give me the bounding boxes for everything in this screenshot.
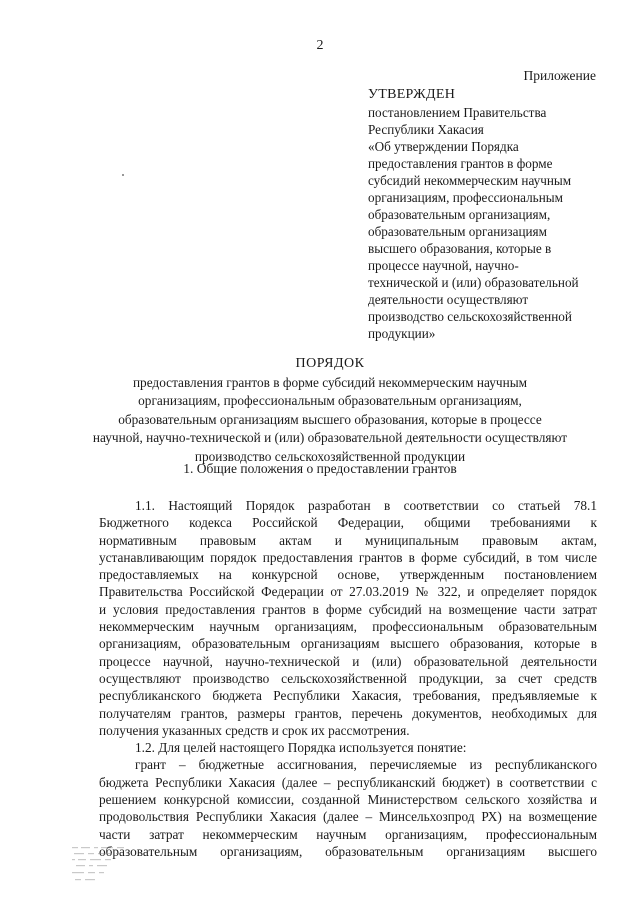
approval-line: производство сельскохозяйственной <box>368 309 572 324</box>
document-subtitle-line: организациям, профессиональным образовательным организациям, <box>138 393 522 408</box>
paragraph-line: 1.1. Настоящий Порядок разработан в соответствии со статьей 78.1 <box>135 498 597 513</box>
paragraph-line: решением конкурсной комиссии, созданной Министерством сельского хозяйства и <box>99 792 597 808</box>
approval-line: высшего образования, которые в <box>368 241 552 256</box>
approval-line: субсидий некоммерческим научным <box>368 173 572 188</box>
paragraph-line: и условия предоставления грантов в форме субсидий на возмещение части затрат <box>99 601 597 617</box>
approval-line: технической и (или) образовательной <box>368 275 579 290</box>
paragraph-line: 1.2. Для целей настоящего Порядка используется понятие: <box>135 740 467 756</box>
document-subtitle-line: производство сельскохозяйственной продукции <box>194 448 466 464</box>
paragraph-line: Правительства Российской Федерации от 27.03.2019 № 322, и определяет порядок <box>99 584 597 600</box>
paragraph-line: нормативным правовым актам и муниципальным правовым актам, <box>99 532 597 548</box>
paragraph-line: образовательным организациям, образовательным организациям высшего <box>99 843 597 859</box>
approval-block <box>368 86 608 342</box>
paragraph-line: процессе научной, научно-технической и (или) образовательной деятельности <box>99 653 597 669</box>
approval-line: Республики Хакасия <box>368 122 484 137</box>
paragraph-line: грант – бюджетные ассигнования, перечисляемые из республиканского <box>135 757 597 773</box>
paragraph-line: некоммерческим научным организациям, профессиональным образовательным <box>99 619 597 635</box>
paragraph-line: осуществляют производство сельскохозяйственной продукции, за счет средств <box>99 670 597 686</box>
paragraph-line: республиканского бюджета Республики Хакасия, требования, предъявляемые к <box>99 688 597 704</box>
approval-line: «Об утверждении Порядка <box>368 139 519 154</box>
document-subtitle-line: предоставления грантов в форме субсидий некоммерческим научным <box>132 374 528 390</box>
paragraph-line: продовольствия Республики Хакасия (далее – Минсельхозпрод РХ) на возмещение <box>99 809 597 825</box>
paragraph-line: организациям, образовательным организациям высшего образования, которые в <box>99 636 597 652</box>
document-title-block <box>60 355 600 466</box>
paragraph-line: части затрат некоммерческим научным организациям, профессиональным <box>99 826 597 842</box>
approval-line: процессе научной, научно- <box>368 258 519 273</box>
paragraph-line: предоставляемых на конкурсной основе, утвержденным постановлением <box>99 567 597 583</box>
approval-line: предоставления грантов в форме <box>368 156 553 171</box>
approval-line: деятельности осуществляют <box>368 292 529 307</box>
approval-line: организациям, профессиональным <box>368 190 563 205</box>
paragraph-line: Бюджетного кодекса Российской Федерации, общими требованиями к <box>99 515 597 531</box>
approval-line: образовательным организациям <box>368 224 547 239</box>
approval-line: образовательным организациям, <box>368 207 551 222</box>
section-heading: 1. Общие положения о предоставлении грантов <box>183 461 457 476</box>
paragraph-line: получения указанных средств и срок их рассмотрения. <box>99 722 410 738</box>
scan-stamp-mark <box>70 845 138 887</box>
document-subtitle-line: образовательным организациям высшего образования, которые в процессе <box>118 411 542 427</box>
paragraph-line: получателям грантов, размеры грантов, перечень документов, необходимых для <box>99 705 597 721</box>
body-text <box>99 497 597 860</box>
approval-line: постановлением Правительства <box>368 105 547 120</box>
paragraph-line: устанавливающим порядок предоставления грантов в форме субсидий, в том числе <box>99 549 597 565</box>
scan-speck <box>122 174 124 176</box>
approval-line: продукции» <box>368 326 436 341</box>
approved-title: УТВЕРЖДЕН <box>368 87 456 102</box>
page-number: 2 <box>316 38 324 53</box>
document-subtitle-line: научной, научно-технической и (или) образовательной деятельности осуществляют <box>92 430 568 445</box>
paragraph-line: бюджета Республики Хакасия (далее – республиканский бюджет) в соответствии с <box>99 774 597 790</box>
appendix-label: Приложение <box>523 68 596 83</box>
document-title: ПОРЯДОК <box>295 356 365 371</box>
